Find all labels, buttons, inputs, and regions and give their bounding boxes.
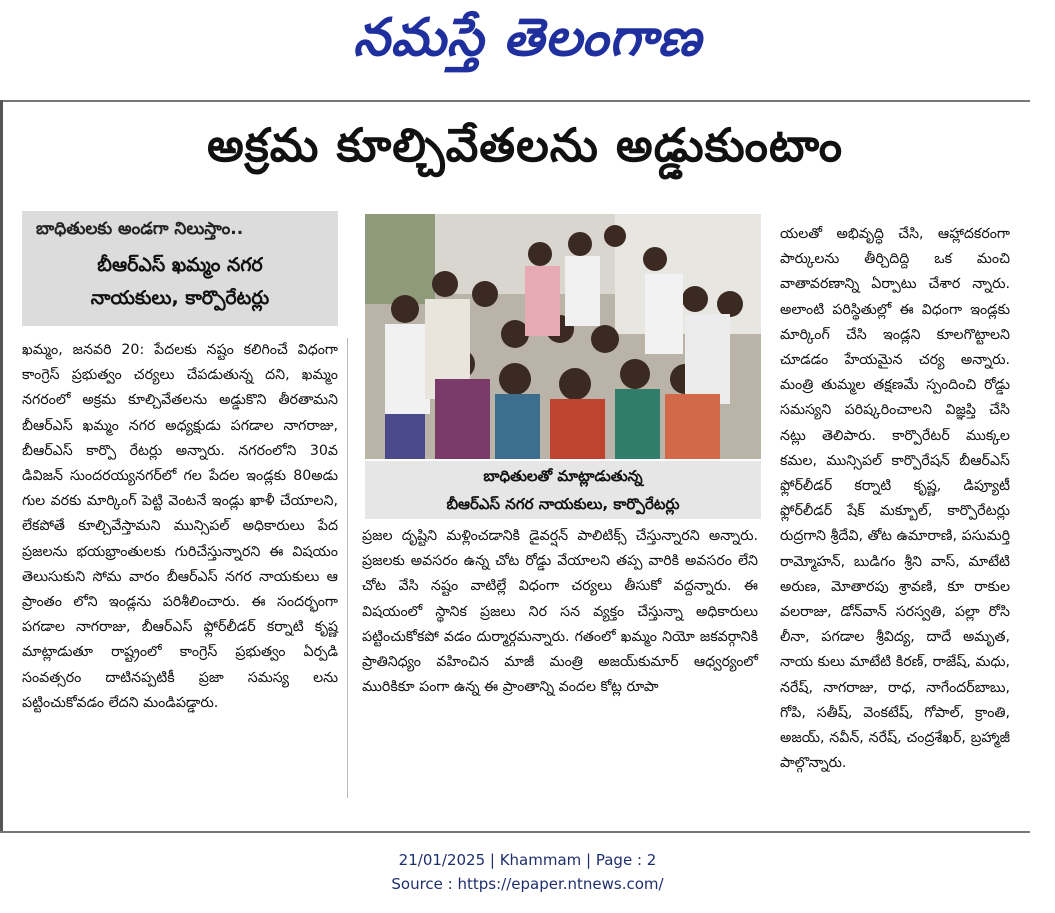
footer-date-page: 21/01/2025 | Khammam | Page : 2 [398,851,657,869]
article-headline: అక్రమ కూల్చివేతలను అడ్డుకుంటాం [206,118,844,172]
photo-illustration [365,214,761,459]
caption-line-2: బీఆర్‌ఎస్‌ నగర నాయకులు, కార్పొరేటర్లు [446,495,680,513]
column-2-text: ప్రజల దృష్టిని మళ్లించడానికి డైవర్షన్‌ పాలిటిక్స్‌ చేస్తున్నారని అన్నారు. ప్రజలకు అవసరం ఉన్న చోట రోడ్డు వేయాలని తప్ప వారికి అవసరం లేని చోట వేసి నష్టం వాటిల్లే విధంగా చర్యలు తీసుకో వద్దన్నారు. ఈ విషయంలో స్థానిక ప్రజలు నిర సన వ్యక్తం చేస్తున్నా అధికారులు పట్టించుకోకపో వడం దుర్మార్గమన్నారు. గతంలో ఖమ్మం నియో జకవర్గానికి ప్రాతినిధ్యం వహించిన మాజీ మంత్రి అజయ్‌కుమార్‌ ఆధ్వర్యంలో మురికికూ పంగా ఉన్న ఈ ప్రాంతాన్ని వందల కోట్ల రూపా [362,528,758,696]
kicker-subhead [22,249,338,315]
article-column-2 [362,524,758,700]
article-column-3 [780,222,1010,776]
frame-left-rule [0,100,3,832]
column-divider [347,338,348,798]
photo-caption [365,461,761,519]
kicker-line-3: నాయకులు, కార్పొరేటర్లు [90,287,270,309]
frame-bottom-rule [0,831,1030,833]
page-footer [0,848,1055,896]
column-1-text: ఖమ్మం, జనవరి 20: పేదలకు నష్టం కలిగించే విధంగా కాంగ్రెస్‌ ప్రభుత్వం చర్యలు చేపడుతున్న దని, ఖమ్మం నగరంలో అక్రమ కూల్చివేతలను అడ్డుకొని తీరతామని బీఆర్‌ఎస్‌ ఖమ్మం నగర అధ్యక్షుడు పగడాల నాగరాజు, బీఆర్‌ఎస్‌ కార్పొ రేటర్లు అన్నారు. నగరంలోని 30వ డివిజన్‌ సుందరయ్యనగర్‌లో గల పేదల ఇండ్లకు 80అడు గుల వరకు మార్కింగ్‌ పెట్టి వెంటనే ఇండ్లు ఖాళీ చేయాలని, లేకపోతే కూల్చివేస్తామని మున్సిపల్‌ అధికారులు పేద ప్రజలను భయభ్రాంతులకు గురిచేస్తున్నారని ఈ విషయం తెలుసుకుని సోమ వారం బీఆర్‌ఎస్‌ నగర నాయకులు ఆ ప్రాంతం లోని ఇండ్లను పరిశీలించారు. ఈ సందర్భంగా పగడాల నాగరాజు, బీఆర్‌ఎస్‌ ఫ్లోర్‌లీడర్‌ కర్నాటి కృష్ణ మాట్లాడుతూ రాష్ట్రంలో కాంగ్రెస్‌ ప్రభుత్వం ఏర్పడి సంవత్సరం దాటినప్పటికీ ప్రజా సమస్య లను పట్టించుకోవడం లేదని మండిపడ్డారు. [22,342,338,711]
kicker-line-1: బాధితులకు అండగా నిలుస్తాం.. [36,219,244,239]
caption-line-1: బాధితులతో మాట్లాడుతున్న [483,467,643,485]
news-photo [365,214,761,459]
frame-top-rule [0,100,1030,102]
column-3-text: యలతో అభివృద్ధి చేసి, ఆహ్లాదకరంగా పార్కులను తీర్చిదిద్ది ఒక మంచి వాతావరణాన్ని ఏర్పాటు చేశార న్నారు. అలాంటి పరిస్థితుల్లో ఈ విధంగా ఇండ్లకు మార్కింగ్‌ చేసి ఇండ్లని కూలగొట్టాలని చూడడం హేయమైన చర్య అన్నారు. మంత్రి తుమ్మల తక్షణమే స్పందించి రోడ్డు సమస్యని పరిష్కరించాలని విజ్ఞప్తి చేసి నట్లు తెలిపారు. కార్పొరేటర్‌ ముక్కల కమల, మున్సిపల్‌ కార్పొరేషన్‌ బీఆర్‌ఎస్‌ ఫ్లోర్‌లీడర్‌ కర్నాటి కృష్ణ, డిప్యూటీ ఫ్లోర్‌లీడర్‌ షేక్‌ మక్బూల్‌, కార్పొరేటర్లు రుద్రగాని శ్రీదేవి, తోట ఉమారాణి, పసుమర్తి రామ్మోహన్‌, బుడిగం శ్రీని వాస్‌, మాటేటి అరుణ, మోతారపు శ్రావణి, కూ రాకుల వలరాజు, డోన్‌వాన్‌ సరస్వతి, పల్లా రోసి లీనా, పగడాల శ్రీవిద్య, దాదే అమృత, నాయ కులు మాటేటి కిరణ్‌, రాజేష్‌, మధు, నరేష్‌, నాగరాజు, రాధ, నాగేందర్‌బాబు, గోపి, సతీష్‌, వెంకటేష్‌, గోపాల్‌, క్రాంతి, అజయ్‌, నవీన్‌, నరేష్‌, చంద్రశేఖర్‌, బ్రహ్మాజీ పాల్గొన్నారు. [780,226,1010,772]
kicker-box [22,211,338,326]
footer-source: Source : https://epaper.ntnews.com/ [391,875,664,893]
newspaper-logo: నమస్తే తెలంగాణ [353,8,702,68]
kicker-line-2: బీఆర్‌ఎస్‌ ఖమ్మం నగర [97,254,263,276]
masthead [0,0,1055,80]
article-column-1 [22,338,338,716]
